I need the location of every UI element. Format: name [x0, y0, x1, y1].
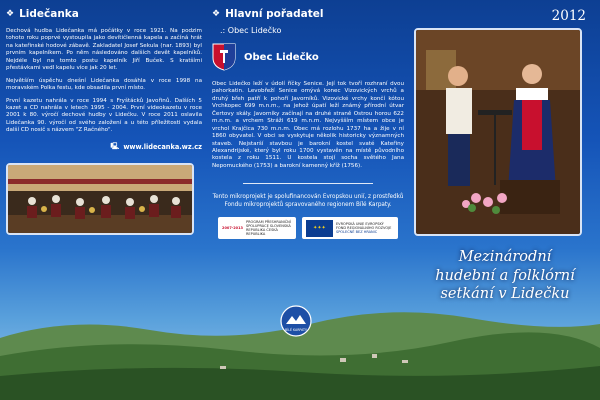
organizer-heading: ❖ Hlavní pořadatel: [212, 8, 324, 20]
recordings-paragraph: První kazetu nahrála v roce 1994 s Fryštácků Javořinů. Dalších 5 kazet a CD nahrála v letech 1995 - 2004. První videokazetu v roce 2001 k 80. výročí dechové hudby v Lidečku. V roce 2011 oslavila Lidečanka 90. výročí od svého založení a u této příležitosti vydala další CD nosič s názvem "Z Račného".: [6, 97, 202, 134]
diamond-bullet-icon: ❖: [6, 9, 15, 19]
festival-title: Mezinárodní hudební a folklórní setkání v Lidečku: [435, 249, 575, 303]
lidecanka-column: [6, 8, 202, 235]
obec-title-row: [212, 43, 404, 71]
organizer-column: [212, 8, 404, 239]
history-paragraph: Dechová hudba Lidečanka má počátky v roce 1921. Na podzim tohoto roku poprvé vystoupila jako devítičlenná kapela a začíná hrát na kateřinské hodové zábavě. Zakladatel Josef Sekula (nar. 1893) byl prvním kapelníkem. Po něm následováno dalších devět kapelníků. Nejdéle byl na tomto postu kapelník Jiří Buček. S kratšími přestávkami vedl kapelu více jak 20 let.: [6, 28, 202, 72]
svg-text:BÍLÉ KARPATY: BÍLÉ KARPATY: [285, 328, 307, 332]
success-paragraph: Největším úspěchu dnešní Lidečanka dosáhla v roce 1998 na moravském Polka festu, kde obsadila první místo.: [6, 77, 202, 92]
website-line: [6, 142, 202, 153]
divider: [243, 183, 373, 184]
obec-title: Obec Lidečko: [244, 51, 319, 63]
year-label: 2012: [551, 8, 586, 24]
funding-text: Tento mikroprojekt je spolufinancován Evropskou unií, z prostředků Fondu mikroprojektů spravovaného regionem Bílé Karpaty.: [212, 194, 404, 208]
folk-singers-photo: [414, 28, 582, 236]
obec-paragraph: Obec Lidečko leží v údolí říčky Senice. Její tok tvoří rozhraní dvou pahorkatin. Levobřeží Senice omývá konec Vizovických vrchů a druhý břeh patří k pohoří Javorníků. Vizovické vrchy končí kótou Vrchkopec 699 m.n.m., na jehož úpatí leží známý přírodní útvar Čertovy skály. Javorníky začínají na druhé straně Ostrou horou 622 m.n.m. a vrchem Stráži 619 m.n.m. Nejvyšším místem obce je vrchol Krajčica 730 m.n.m. Obec má rozlohu 1737 ha a žije v ní 1860 obyvatel. V obci se vyskytuje několik historicky významných staveb. Nejstarší stavbou je barokní kostel svaté Kateřiny Alexandrijské, který byl roku 1700 vystavěn na místě původního kostela z roku 1511. U kostela stojí socha světého Jana Nepomuckého (1753) a barokní kamenný kříž (1756).: [212, 81, 404, 169]
logo-strip: [212, 217, 404, 239]
organizer-subheading: .: Obec Lidečko: [220, 26, 282, 35]
cross-border-program-logo: 2007-2013 PROGRAM PŘESHRANIČNÍ SPOLUPRÁCE SLOVENSKÁ REPUBLIKA ČESKÁ REPUBLIKA: [218, 217, 296, 239]
bile-karpaty-badge: [280, 305, 312, 337]
festival-column: [414, 8, 596, 304]
diamond-bullet-icon: ❖: [212, 9, 221, 19]
eu-flag-logo: ✦✦✦ EVROPSKÁ UNIE EVROPSKÝ FOND REGIONÁLNÍHO ROZVOJE SPOLEČNĚ BEZ HRANIC: [302, 217, 398, 239]
website-link[interactable]: www.lidecanka.wz.cz: [123, 143, 202, 152]
lidecanka-heading: ❖ Lidečanka: [6, 8, 79, 20]
coat-of-arms-icon: [212, 43, 236, 71]
monitor-icon: 🖳: [110, 141, 120, 150]
eu-stars-icon: ✦✦✦: [306, 220, 333, 237]
brass-band-photo: [6, 163, 194, 235]
